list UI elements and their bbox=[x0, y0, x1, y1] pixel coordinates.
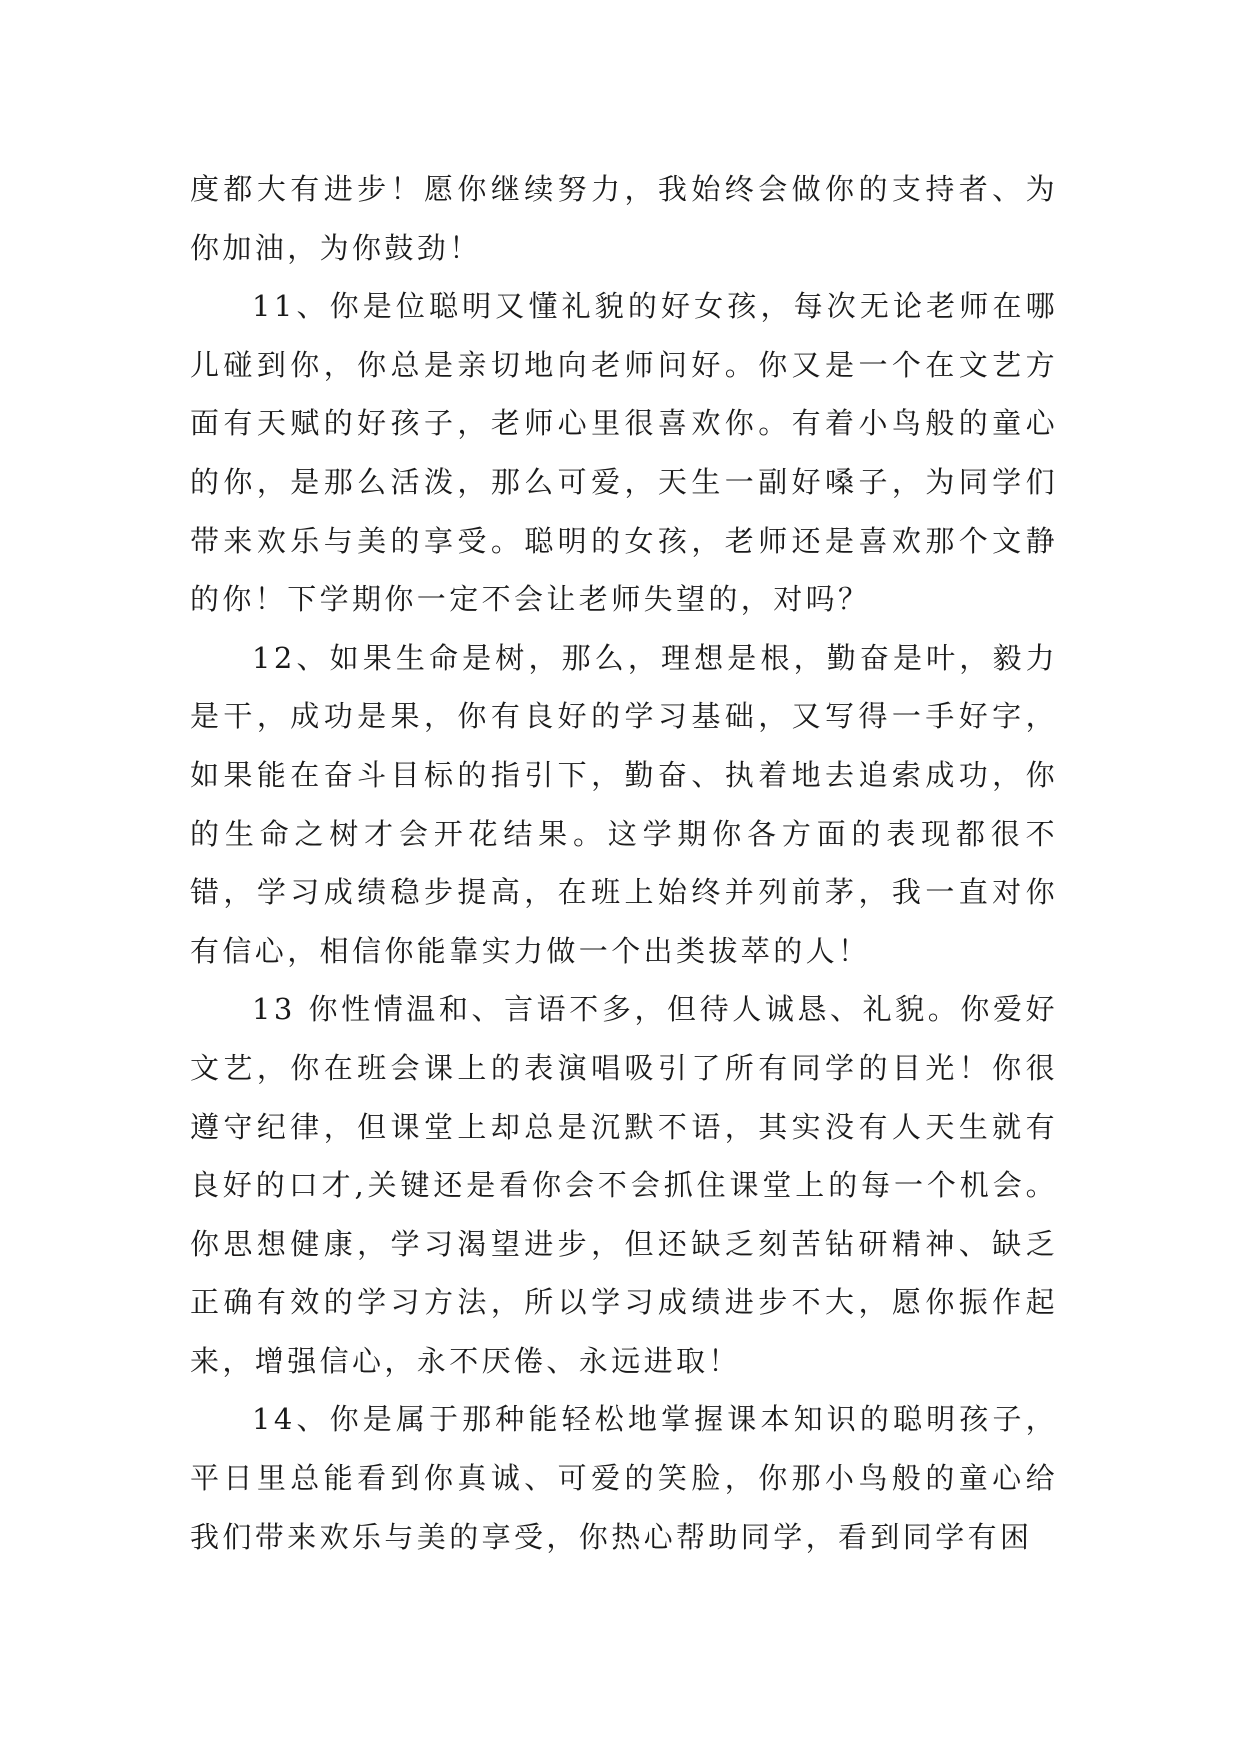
paragraph-comment-13: 13 你性情温和、言语不多，但待人诚恳、礼貌。你爱好文艺，你在班会课上的表演唱吸引了所有同学的目光！你很遵守纪律，但课堂上却总是沉默不语，其实没有人天生就有良好的口才,关键还是看你会不会抓住课堂上的每一个机会。你思想健康，学习渴望进步，但还缺乏刻苦钻研精神、缺乏正确有效的学习方法，所以学习成绩进步不大，愿你振作起来，增强信心，永不厌倦、永远进取！ bbox=[190, 992, 1058, 1378]
document-body bbox=[190, 160, 1058, 1566]
paragraph-comment-12: 12、如果生命是树，那么，理想是根，勤奋是叶，毅力是干，成功是果，你有良好的学习基础，又写得一手好字，如果能在奋斗目标的指引下，勤奋、执着地去追索成功，你的生命之树才会开花结果。这学期你各方面的表现都很不错，学习成绩稳步提高，在班上始终并列前茅，我一直对你有信心，相信你能靠实力做一个出类拔萃的人！ bbox=[190, 640, 1058, 968]
paragraph-continued: 度都大有进步！愿你继续努力，我始终会做你的支持者、为你加油，为你鼓劲！ bbox=[190, 172, 1058, 265]
paragraph-comment-14: 14、你是属于那种能轻松地掌握课本知识的聪明孩子，平日里总能看到你真诚、可爱的笑脸，你那小鸟般的童心给我们带来欢乐与美的享受，你热心帮助同学，看到同学有困 bbox=[190, 1402, 1058, 1554]
paragraph-comment-11: 11、你是位聪明又懂礼貌的好女孩，每次无论老师在哪儿碰到你，你总是亲切地向老师问好。你又是一个在文艺方面有天赋的好孩子，老师心里很喜欢你。有着小鸟般的童心的你，是那么活泼，那么可爱，天生一副好嗓子，为同学们带来欢乐与美的享受。聪明的女孩，老师还是喜欢那个文静的你！下学期你一定不会让老师失望的，对吗？ bbox=[190, 289, 1058, 617]
